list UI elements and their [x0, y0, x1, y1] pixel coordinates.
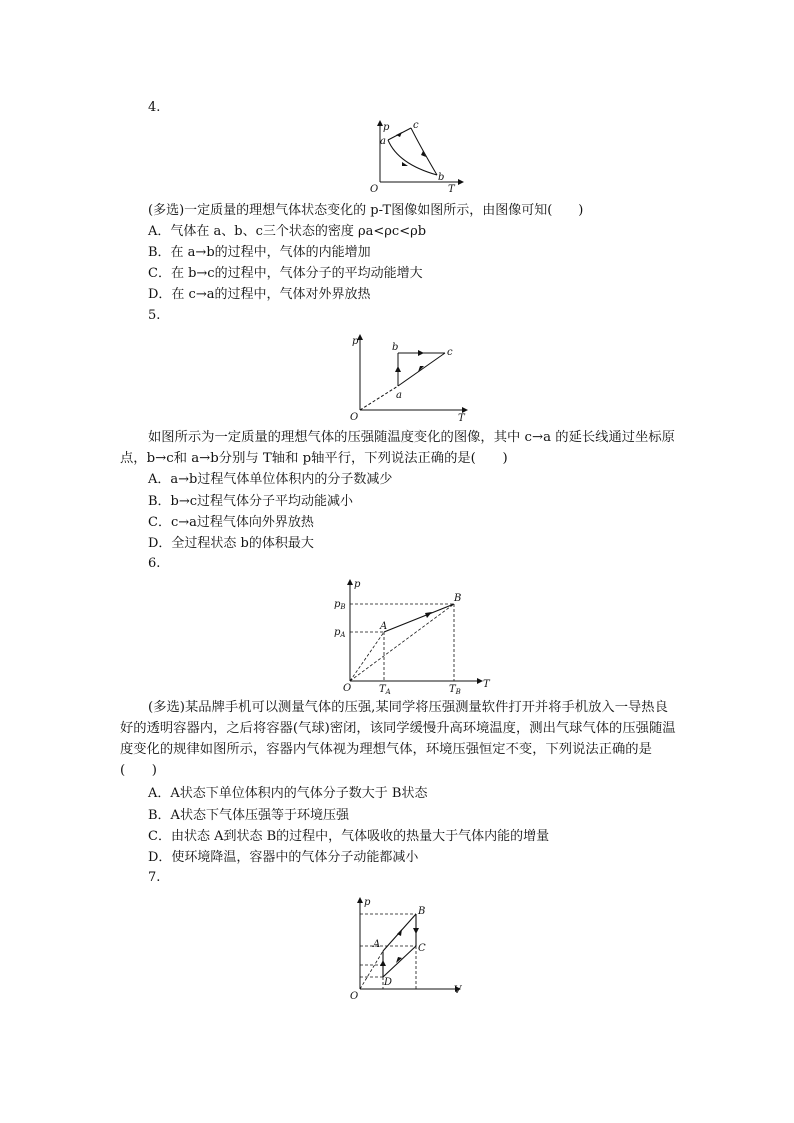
- question-6-stem: (多选)某品牌手机可以测量气体的压强,某同学将压强测量软件打开并将手机放入一导热良好的透明容器内，之后将容器(气球)密闭，该同学缓慢升高环境温度，测出气球气体的压强随温度变化的规律如图所示，容器内气体视为理想气体，环境压强恒定不变，下列说法正确的是( ): [120, 700, 676, 778]
- q4-point-c: c: [413, 120, 419, 131]
- q6-option-b: B．A状态下气体压强等于环境压强: [148, 808, 349, 823]
- q6-pT-graph: [333, 575, 493, 695]
- q6-tick-TA: $T_A$: [379, 684, 391, 696]
- q5-option-c: C．c→a过程气体向外界放热: [148, 515, 314, 530]
- q5-origin: O: [350, 412, 359, 423]
- q5-point-b: b: [392, 342, 399, 353]
- q7-pV-graph: [346, 893, 476, 1003]
- q7-point-B: B: [418, 906, 426, 917]
- question-5-number: 5.: [148, 308, 161, 323]
- q4-option-b: B．在 a→b的过程中，气体的内能增加: [148, 245, 371, 260]
- q6-point-B: B: [454, 593, 462, 604]
- q5-axis-p: p: [352, 336, 359, 347]
- q4-point-a: a: [380, 136, 386, 147]
- q5-axis-T: T: [458, 413, 465, 424]
- question-5-stem: 如图所示为一定质量的理想气体的压强随温度变化的图像，其中 c→a 的延长线通过坐标原点，b→c和 a→b分别与 T轴和 p轴平行，下列说法正确的是( ): [120, 430, 675, 466]
- question-6-number: 6.: [148, 556, 161, 571]
- q7-axis-V: V: [454, 985, 462, 996]
- q4-option-d: D．在 c→a的过程中，气体对外界放热: [148, 287, 371, 302]
- question-4-stem: (多选)一定质量的理想气体状态变化的 p-T图像如图所示，由图像可知( ): [148, 203, 584, 218]
- q4-option-a: A．气体在 a、b、c三个状态的密度 ρa<ρc<ρb: [148, 224, 427, 239]
- q7-point-C: C: [418, 943, 426, 954]
- q5-point-c: c: [447, 347, 453, 358]
- q4-origin: O: [370, 184, 379, 195]
- question-4-number: 4.: [148, 100, 161, 115]
- q7-point-A: A: [373, 939, 381, 950]
- q6-option-d: D．使环境降温，容器中的气体分子动能都减小: [148, 850, 419, 865]
- q5-option-d: D．全过程状态 b的体积最大: [148, 536, 314, 551]
- q6-option-a: A．A状态下单位体积内的气体分子数大于 B状态: [148, 786, 428, 801]
- q4-pT-graph: [368, 118, 468, 213]
- q4-point-b: b: [438, 172, 445, 183]
- q4-option-c: C．在 b→c的过程中，气体分子的平均动能增大: [148, 266, 423, 281]
- q7-origin: O: [350, 991, 359, 1002]
- q6-axis-p: p: [354, 579, 361, 590]
- q4-axis-T: T: [448, 184, 455, 195]
- q6-tick-pA: $p_A$: [334, 627, 346, 639]
- q6-option-c: C．由状态 A到状态 B的过程中，气体吸收的热量大于气体内能的增量: [148, 829, 550, 844]
- q5-option-a: A．a→b过程气体单位体积内的分子数减少: [148, 472, 393, 487]
- question-7-number: 7.: [148, 870, 161, 885]
- q6-tick-pB: $p_B$: [334, 599, 346, 611]
- q5-point-a: a: [396, 390, 402, 401]
- q6-origin: O: [343, 683, 352, 694]
- q6-tick-TB: $T_B$: [449, 684, 461, 696]
- q5-option-b: B．b→c过程气体分子平均动能减小: [148, 494, 354, 509]
- q6-point-A: A: [380, 621, 388, 632]
- q7-axis-p: p: [364, 897, 371, 908]
- q7-point-D: D: [384, 977, 393, 988]
- q6-axis-T: T: [483, 679, 490, 690]
- q4-axis-p: p: [383, 122, 390, 133]
- q5-pT-graph: [348, 330, 478, 425]
